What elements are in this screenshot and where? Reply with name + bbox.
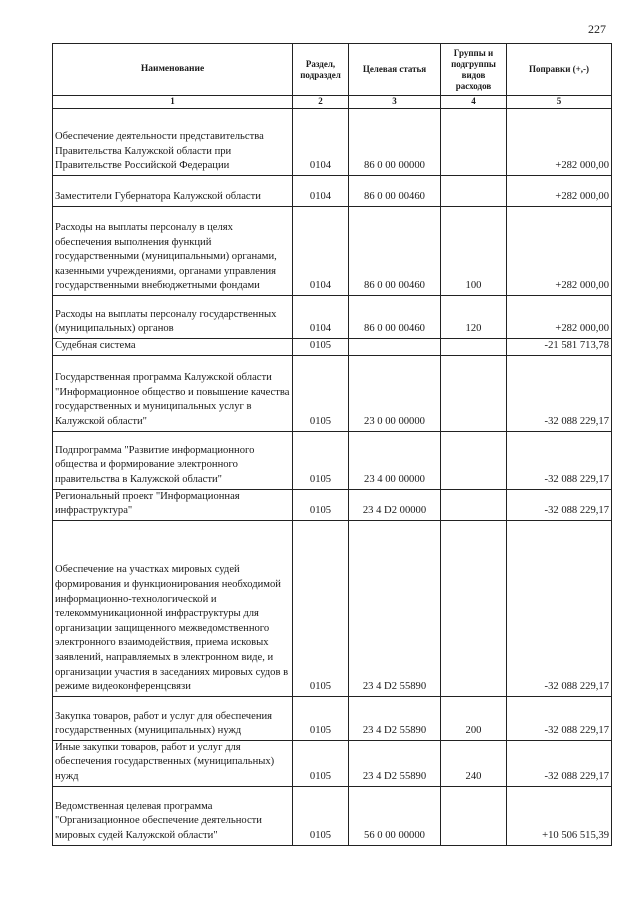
row-group <box>441 489 507 520</box>
row-name: Ведомственная целевая программа "Организационное обеспечение деятельности мировых судей Калужской области" <box>53 786 293 845</box>
row-group: 100 <box>441 207 507 296</box>
row-name: Обеспечение деятельности представительства Правительства Калужской области при Правительстве Российской Федерации <box>53 109 293 176</box>
header-amendments: Поправки (+,-) <box>507 44 612 96</box>
table-row <box>53 489 612 520</box>
row-section: 0105 <box>293 520 349 696</box>
row-section: 0105 <box>293 355 349 431</box>
row-article: 86 0 00 00460 <box>349 296 441 339</box>
row-section: 0105 <box>293 740 349 786</box>
page-number: 227 <box>588 22 606 36</box>
header-article: Целевая статья <box>349 44 441 96</box>
row-amount: +10 506 515,39 <box>507 786 612 845</box>
row-amount: -21 581 713,78 <box>507 339 612 356</box>
column-number: 2 <box>293 96 349 109</box>
column-number: 1 <box>53 96 293 109</box>
row-section: 0104 <box>293 109 349 176</box>
row-section: 0105 <box>293 696 349 740</box>
row-article: 86 0 00 00460 <box>349 207 441 296</box>
row-group: 200 <box>441 696 507 740</box>
row-group <box>441 786 507 845</box>
row-group <box>441 355 507 431</box>
table-row <box>53 355 612 431</box>
row-name: Расходы на выплаты персоналу государственных (муниципальных) органов <box>53 296 293 339</box>
table-row <box>53 786 612 845</box>
row-amount: -32 088 229,17 <box>507 355 612 431</box>
table-row <box>53 109 612 176</box>
table-header-row <box>53 44 612 96</box>
row-group: 120 <box>441 296 507 339</box>
row-amount: +282 000,00 <box>507 207 612 296</box>
table-row <box>53 740 612 786</box>
header-name: Наименование <box>53 44 293 96</box>
table-row <box>53 520 612 696</box>
table-row <box>53 296 612 339</box>
budget-amendments-table <box>52 43 612 846</box>
row-group <box>441 176 507 207</box>
row-section: 0104 <box>293 207 349 296</box>
row-name: Заместители Губернатора Калужской области <box>53 176 293 207</box>
row-amount: -32 088 229,17 <box>507 520 612 696</box>
column-number: 3 <box>349 96 441 109</box>
row-amount: +282 000,00 <box>507 109 612 176</box>
row-group <box>441 109 507 176</box>
row-name: Иные закупки товаров, работ и услуг для обеспечения государственных (муниципальных) нужд <box>53 740 293 786</box>
header-section: Раздел, подраздел <box>293 44 349 96</box>
column-number: 4 <box>441 96 507 109</box>
row-article: 56 0 00 00000 <box>349 786 441 845</box>
column-number: 5 <box>507 96 612 109</box>
row-article <box>349 339 441 356</box>
column-number-row <box>53 96 612 109</box>
row-section: 0104 <box>293 176 349 207</box>
row-amount: +282 000,00 <box>507 296 612 339</box>
header-groups: Группы и подгруппы видов расходов <box>441 44 507 96</box>
row-name: Региональный проект "Информационная инфраструктура" <box>53 489 293 520</box>
table-row <box>53 207 612 296</box>
row-amount: +282 000,00 <box>507 176 612 207</box>
row-group: 240 <box>441 740 507 786</box>
row-article: 86 0 00 00000 <box>349 109 441 176</box>
row-name: Государственная программа Калужской области "Информационное общество и повышение качества государственных и муниципальных услуг в Калужской области" <box>53 355 293 431</box>
row-article: 23 4 D2 55890 <box>349 520 441 696</box>
row-name: Судебная система <box>53 339 293 356</box>
row-article: 23 4 D2 55890 <box>349 696 441 740</box>
row-article: 23 4 D2 00000 <box>349 489 441 520</box>
row-article: 23 4 00 00000 <box>349 431 441 489</box>
row-amount: -32 088 229,17 <box>507 489 612 520</box>
row-section: 0105 <box>293 339 349 356</box>
table-row <box>53 431 612 489</box>
row-article: 86 0 00 00460 <box>349 176 441 207</box>
row-section: 0105 <box>293 431 349 489</box>
table-row <box>53 176 612 207</box>
table-row <box>53 339 612 356</box>
row-article: 23 0 00 00000 <box>349 355 441 431</box>
row-article: 23 4 D2 55890 <box>349 740 441 786</box>
row-name: Подпрограмма "Развитие информационного общества и формирование электронного правительства в Калужской области" <box>53 431 293 489</box>
row-section: 0104 <box>293 296 349 339</box>
row-group <box>441 339 507 356</box>
row-section: 0105 <box>293 489 349 520</box>
row-amount: -32 088 229,17 <box>507 696 612 740</box>
row-name: Расходы на выплаты персоналу в целях обеспечения выполнения функций государственными (муниципальными) органами, казенными учреждениями, органами управления государственными внебюджетными фондами <box>53 207 293 296</box>
row-group <box>441 431 507 489</box>
row-amount: -32 088 229,17 <box>507 740 612 786</box>
row-group <box>441 520 507 696</box>
table-row <box>53 696 612 740</box>
row-amount: -32 088 229,17 <box>507 431 612 489</box>
row-section: 0105 <box>293 786 349 845</box>
row-name: Обеспечение на участках мировых судей формирования и функционирования необходимой информационно-технологической и телекоммуникационной инфраструктуры для организации защищенного межведомственного электронного взаимодействия, приема исковых заявлений, направляемых в электронном виде, и организации участия в заседаниях мировых судов в режиме видеоконференцсвязи <box>53 520 293 696</box>
row-name: Закупка товаров, работ и услуг для обеспечения государственных (муниципальных) нужд <box>53 696 293 740</box>
